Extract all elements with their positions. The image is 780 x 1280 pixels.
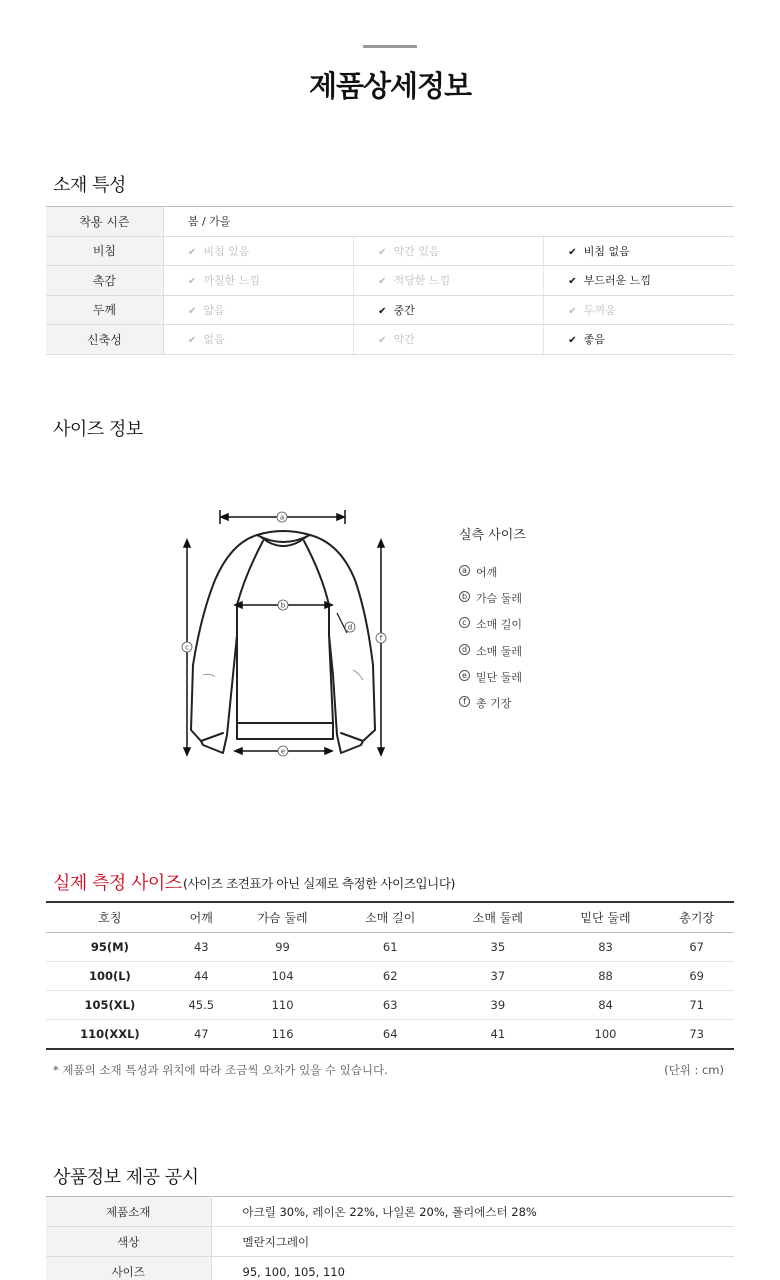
material-option: ✔ 약간 있음: [354, 236, 544, 266]
page-title: 제품상세정보: [308, 69, 472, 103]
material-row-label: 비침: [46, 236, 163, 266]
material-table: [46, 206, 734, 355]
value-cell: 62: [336, 961, 444, 990]
value-cell: 37: [444, 961, 552, 990]
column-header: 호칭: [46, 902, 174, 932]
value-cell: 61: [336, 932, 444, 961]
value-cell: 43: [174, 932, 229, 961]
material-option: ✔ 비침 있음: [163, 236, 353, 266]
season-label: 착용 시즌: [46, 207, 163, 237]
value-cell: 39: [444, 991, 552, 1020]
value-cell: 71: [659, 991, 734, 1020]
mark-c-label: c: [185, 643, 189, 652]
legend-item: c 소매 길이: [459, 616, 526, 642]
measure-subtitle: (사이즈 조견표가 아닌 실제로 측정한 사이즈입니다): [183, 876, 455, 891]
size-legend: [459, 524, 526, 721]
info-value: 아크릴 30%, 레이온 22%, 나일론 20%, 폴리에스터 28%: [211, 1197, 734, 1227]
material-option: ✔ 두꺼움: [544, 295, 734, 325]
check-icon: ✔: [378, 276, 387, 288]
measure-note: * 제품의 소재 특성과 위치에 따라 조금씩 오차가 있을 수 있습니다.: [53, 1063, 388, 1077]
material-row-label: 두께: [46, 295, 163, 325]
check-icon: ✔: [568, 305, 577, 317]
check-icon: ✔: [568, 335, 577, 347]
info-value: 멜란지그레이: [211, 1227, 734, 1257]
measure-title: 실제 측정 사이즈: [53, 873, 182, 894]
unit-label: (단위 : cm): [664, 1063, 724, 1077]
material-option: ✔ 없음: [163, 325, 353, 355]
material-row-label: 촉감: [46, 266, 163, 296]
material-row: [46, 236, 734, 266]
value-cell: 63: [336, 991, 444, 1020]
table-row: [46, 961, 734, 990]
value-cell: 64: [382, 1027, 398, 1042]
material-option-selected: ✔ 중간: [354, 295, 544, 325]
info-row: [46, 1227, 734, 1257]
product-info-title: 상품정보 제공 공시: [53, 1167, 199, 1188]
value-cell: 35: [444, 932, 552, 961]
value-cell: 45.5: [174, 991, 229, 1020]
column-header: 밑단 둘레: [552, 902, 660, 932]
material-row: [46, 325, 734, 355]
value-cell: 110: [229, 991, 337, 1020]
info-label: 색상: [46, 1227, 211, 1257]
size-table: [46, 901, 734, 1050]
value-cell: 104: [229, 961, 337, 990]
value-cell: 67: [659, 932, 734, 961]
legend-item: f 총 기장: [459, 695, 526, 721]
mark-b-label: b: [280, 601, 286, 610]
material-option: ✔ 까칠한 느낌: [163, 266, 353, 296]
info-label: 제품소재: [46, 1197, 211, 1227]
value-cell: 84: [552, 991, 660, 1020]
size-cell: 110(XXL): [80, 1027, 140, 1042]
value-cell: 88: [552, 961, 660, 990]
check-icon: ✔: [187, 335, 197, 347]
legend-item: a 어깨: [459, 564, 526, 590]
size-info-section-title: 사이즈 정보: [53, 419, 143, 440]
check-icon: ✔: [187, 246, 197, 258]
material-option: ✔ 얇음: [163, 295, 353, 325]
column-header: 가슴 둘레: [229, 902, 337, 932]
column-header: 어깨: [174, 902, 229, 932]
check-icon: ✔: [378, 305, 387, 317]
value-cell: 99: [229, 932, 337, 961]
size-cell: 100(L): [46, 961, 174, 990]
check-icon: ✔: [378, 335, 387, 347]
product-info-table: [46, 1196, 734, 1280]
value-cell: 73: [689, 1027, 704, 1042]
legend-item: e 밑단 둘레: [459, 669, 526, 695]
info-row: [46, 1197, 734, 1227]
value-cell: 41: [490, 1027, 506, 1042]
check-icon: ✔: [187, 276, 197, 288]
value-cell: 83: [552, 932, 660, 961]
season-value: 봄 / 가을: [163, 207, 734, 237]
table-row: [46, 932, 734, 961]
table-row: [46, 991, 734, 1020]
mark-d-label: d: [347, 623, 353, 632]
check-icon: ✔: [187, 305, 197, 317]
check-icon: ✔: [378, 246, 387, 258]
material-row-label: 신축성: [46, 325, 163, 355]
column-header: 소매 둘레: [444, 902, 552, 932]
material-option: ✔ 적당한 느낌: [354, 266, 544, 296]
value-cell: 44: [174, 961, 229, 990]
info-value: 95, 100, 105, 110: [211, 1257, 734, 1280]
mark-a-label: a: [279, 513, 285, 522]
legend-item: b 가슴 둘레: [459, 590, 526, 616]
legend-title: 실측 사이즈: [459, 528, 526, 543]
check-icon: ✔: [568, 246, 577, 258]
value-cell: 116: [271, 1027, 294, 1042]
column-header: 소매 길이: [336, 902, 444, 932]
material-option: ✔ 약간: [354, 325, 544, 355]
size-cell: 105(XL): [46, 991, 174, 1020]
mark-e-label: e: [280, 747, 286, 756]
mark-f-label: f: [379, 634, 383, 643]
material-section-title: 소재 특성: [53, 175, 126, 196]
material-row: [46, 266, 734, 296]
material-option-selected: ✔ 비침 없음: [544, 236, 734, 266]
size-table-header: [46, 902, 734, 932]
value-cell: 69: [659, 961, 734, 990]
value-cell: 47: [193, 1027, 209, 1042]
sweater-diagram: [175, 505, 415, 775]
value-cell: 100: [594, 1027, 617, 1042]
top-divider: [363, 45, 417, 48]
info-row: [46, 1257, 734, 1280]
table-row: [46, 1020, 734, 1049]
column-header: 총기장: [659, 902, 734, 932]
check-icon: ✔: [568, 276, 577, 288]
size-cell: 95(M): [46, 932, 174, 961]
material-option-selected: ✔ 좋음: [544, 325, 734, 355]
legend-item: d 소매 둘레: [459, 643, 526, 669]
material-option-selected: ✔ 부드러운 느낌: [544, 266, 734, 296]
season-row: [46, 207, 734, 237]
material-row: [46, 295, 734, 325]
info-label: 사이즈: [46, 1257, 211, 1280]
